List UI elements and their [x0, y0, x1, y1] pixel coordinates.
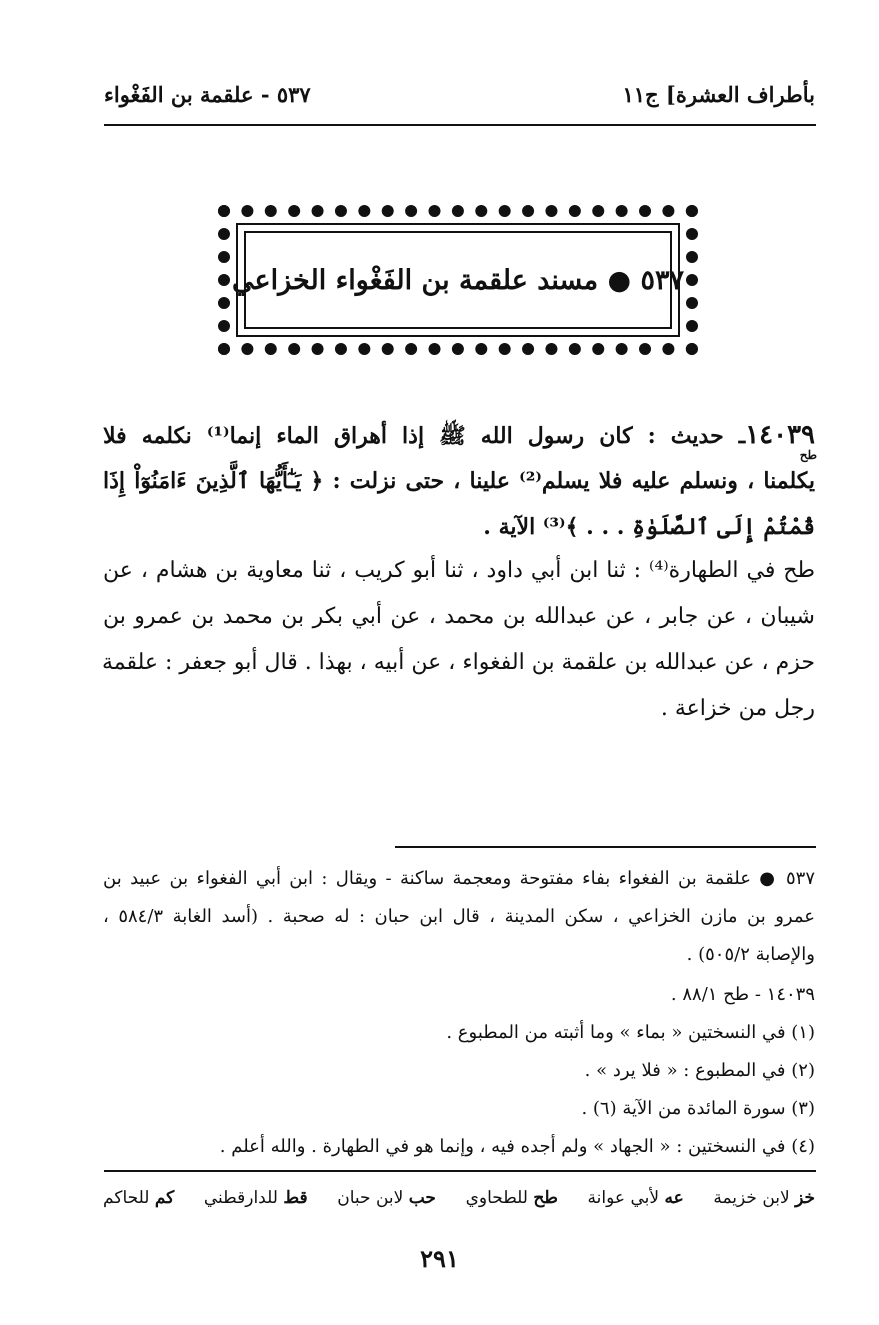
hadith-line-2: يكلمنا ، ونسلم عليه فلا يسلم⁽²⁾ علينا ، حتى نزلت : ﴿ يَـٰٓأَيُّهَا ٱلَّذِينَ ءَامَنُوٓاْ إِذَا — [103, 468, 816, 494]
footnote-line-6: (٢) في المطبوع : « فلا يرد » . — [584, 1060, 815, 1081]
abbreviation-key — [103, 1188, 815, 1208]
hadith-line-5: شيبان ، عن جابر ، عن عبدالله بن محمد ، عن أبي بكر بن محمد بن عمرو بن — [103, 604, 815, 629]
hadith-line-6: حزم ، عن عبدالله بن علقمة بن الفغواء ، عن أبيه ، بهذا . قال أبو جعفر : علقمة — [101, 650, 815, 675]
page-number: ٢٩١ — [420, 1244, 459, 1273]
footnote-line-8: (٤) في النسختين : « الجهاد » ولم أجده فيه ، وإنما هو في الطهارة . والله أعلم . — [219, 1136, 815, 1157]
title-frame-inner — [232, 231, 684, 329]
hadith-line-4: طح في الطهارة⁽⁴⁾ : ثنا ابن أبي داود ، ثنا أبو كريب ، ثنا معاوية بن هشام ، عن — [103, 558, 816, 583]
abbr-item: قط للدارقطني — [203, 1188, 308, 1208]
running-header-chapter: ٥٣٧ - علقمة بن الفَغْواء — [104, 82, 311, 107]
hadith-number: ١٤٠٣٩ — [745, 420, 816, 450]
footnote-line-5: (١) في النسختين « بماء » وما أثبته من المطبوع . — [446, 1022, 815, 1043]
footnote-line-7: (٣) سورة المائدة من الآية (٦) . — [581, 1098, 815, 1119]
marginal-mark: طح — [799, 448, 817, 462]
ornamental-title-frame — [218, 205, 698, 355]
running-header-book: بأطراف العشرة] ج١١ — [622, 82, 815, 107]
hadith-line-1 — [103, 420, 815, 452]
footnote-divider — [395, 846, 816, 848]
abbr-item: عه لأبي عوانة — [587, 1188, 684, 1208]
footnote-line-2: عمرو بن مازن الخزاعي ، سكن المدينة ، قال ابن حبان : له صحبة . (أسد الغابة ٥٨٤/٣ ، — [103, 906, 816, 927]
footnote-line-1: ٥٣٧ ● علقمة بن الفغواء بفاء مفتوحة ومعجمة ساكنة - ويقال : ابن أبي الفغواء بن عبيد بن — [103, 868, 815, 889]
header-divider — [104, 124, 816, 126]
abbr-item: خز لابن خزيمة — [713, 1188, 815, 1208]
hadith-line-3: قُمْتُمْ إِلَى ٱلصَّلَوٰةِ . . . ﴾⁽³⁾ الآية . — [483, 514, 815, 540]
hadith-text-1: ـ حديث : كان رسول الله ﷺ إذا أهراق الماء إنما⁽¹⁾ نكلمه فلا — [103, 423, 746, 449]
abbr-item: حب لابن حبان — [337, 1188, 436, 1208]
footnote-line-4: ١٤٠٣٩ - طح ٨٨/١ . — [670, 984, 815, 1005]
abbreviation-divider — [104, 1170, 816, 1172]
footnote-line-3: والإصابة ٥٠٥/٢) . — [686, 944, 815, 965]
hadith-line-7: رجل من خزاعة . — [660, 696, 815, 721]
abbr-item: طح للطحاوي — [465, 1188, 558, 1208]
section-title: ٥٣٧ ● مسند علقمة بن الفَغْواء الخزاعي — [232, 264, 684, 296]
abbr-item: كم للحاكم — [103, 1188, 175, 1208]
